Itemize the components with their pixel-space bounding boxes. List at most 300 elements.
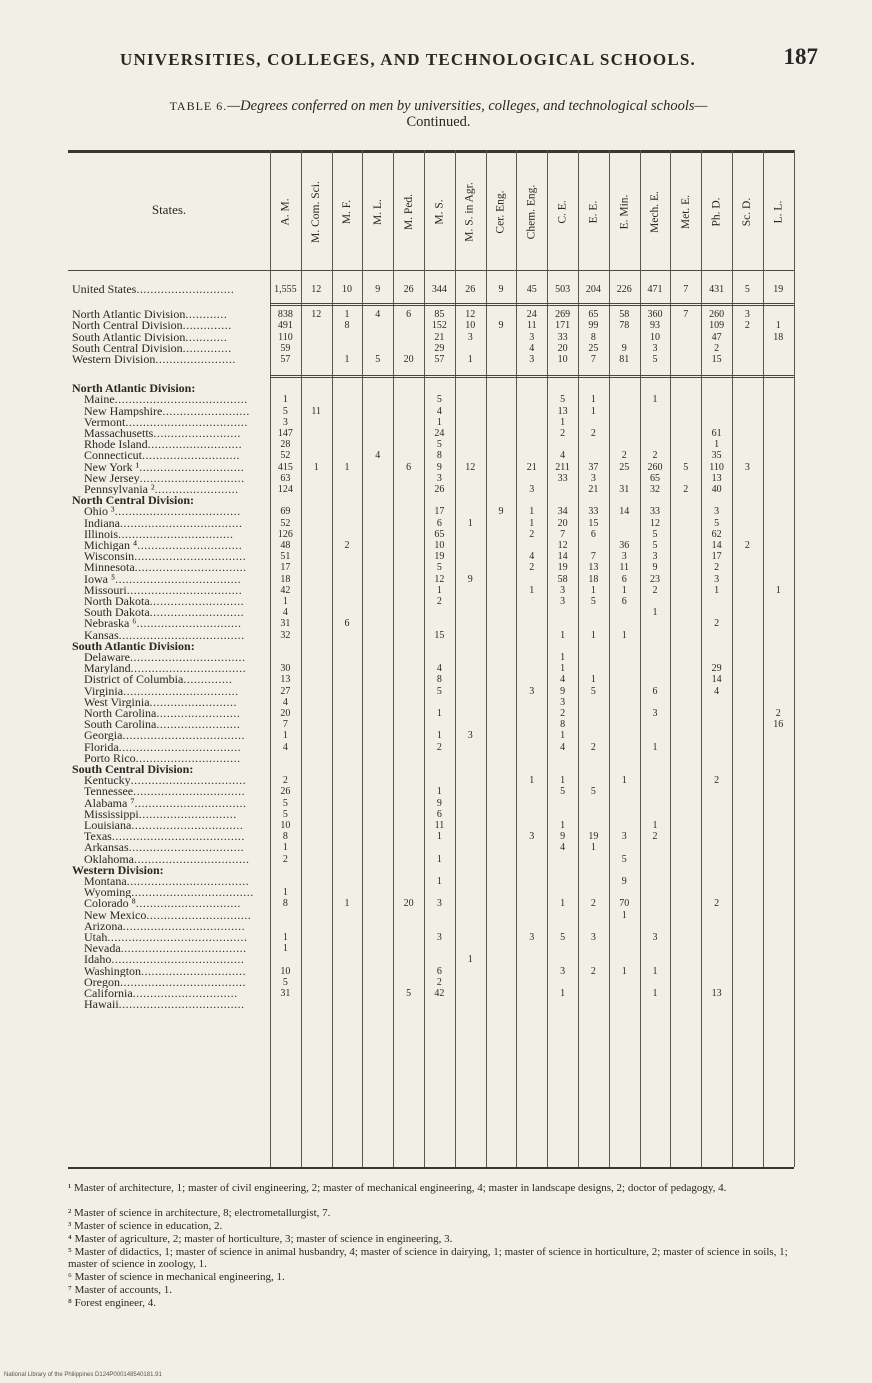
table-cell: 58 bbox=[557, 573, 568, 585]
table-cell: 3 bbox=[560, 596, 566, 607]
row-label bbox=[84, 574, 270, 585]
row-label bbox=[72, 495, 270, 506]
leader-dots: ................................. bbox=[118, 528, 234, 540]
row-label bbox=[84, 887, 270, 898]
table-cell: 24 bbox=[526, 309, 537, 321]
table-cell: 4 bbox=[282, 741, 288, 753]
table-cell: 1 bbox=[560, 820, 566, 831]
column-header bbox=[763, 160, 794, 264]
row-label-text: Virginia bbox=[84, 685, 124, 697]
table-cell: 1 bbox=[282, 887, 288, 899]
column-header-label: Sc. D. bbox=[741, 197, 754, 227]
table-cell: 32 bbox=[280, 629, 291, 641]
table-cell: 126 bbox=[277, 528, 293, 540]
table-cell: 40 bbox=[711, 484, 722, 495]
table-cell: 1 bbox=[467, 354, 473, 365]
table-cell: 1 bbox=[590, 629, 596, 641]
table-cell: 1 bbox=[652, 741, 658, 753]
table-cell: 5 bbox=[683, 461, 689, 473]
leader-dots: .................................... bbox=[114, 506, 241, 518]
table-cell: 33 bbox=[557, 472, 568, 484]
table-cell: 1 bbox=[560, 898, 566, 910]
table-cell: 7 bbox=[683, 284, 689, 295]
table-cell: 109 bbox=[709, 320, 725, 332]
table-cell: 24 bbox=[434, 428, 445, 439]
leader-dots: ........................ bbox=[156, 708, 241, 719]
row-label bbox=[84, 394, 270, 405]
table-cell: 19 bbox=[557, 562, 568, 574]
table-cell: 12 bbox=[465, 461, 476, 473]
table-cell: 1 bbox=[529, 517, 535, 529]
table-cell: 1 bbox=[467, 954, 473, 966]
table-cell: 31 bbox=[280, 618, 291, 630]
leader-dots: ................................ bbox=[134, 562, 247, 574]
table-cell: 99 bbox=[588, 320, 599, 332]
table-cell: 13 bbox=[711, 472, 722, 484]
table-cell: 1 bbox=[436, 831, 442, 843]
table-cell: 85 bbox=[434, 309, 445, 321]
table-cell: 11 bbox=[526, 320, 537, 332]
table-cell: 5 bbox=[652, 528, 658, 540]
table-cell: 2 bbox=[744, 320, 750, 332]
table-cell: 4 bbox=[375, 309, 381, 321]
table-cell: 6 bbox=[406, 461, 412, 473]
table-cell: 2 bbox=[683, 484, 689, 495]
table-cell: 5 bbox=[436, 562, 442, 574]
table-cell: 5 bbox=[744, 284, 750, 295]
table-cell: 4 bbox=[529, 551, 535, 563]
table-cell: 3 bbox=[529, 484, 535, 495]
table-cell: 32 bbox=[649, 484, 660, 495]
row-label-text: South Central Division: bbox=[72, 764, 194, 775]
table-cell: 18 bbox=[280, 573, 291, 585]
table-cell: 9 bbox=[375, 284, 381, 295]
row-label-text: Texas bbox=[84, 831, 112, 843]
table-cell: 28 bbox=[280, 439, 291, 451]
row-label-text: Washington bbox=[84, 965, 142, 977]
row-label-text: North Atlantic Division: bbox=[72, 383, 196, 395]
row-label-text: New Jersey bbox=[84, 472, 140, 484]
table-cell: 9 bbox=[467, 573, 473, 585]
table-cell: 3 bbox=[467, 730, 473, 742]
table-cell: 1 bbox=[467, 517, 473, 529]
row-label-text: New York ¹ bbox=[84, 461, 140, 473]
table-cell: 3 bbox=[714, 573, 720, 585]
table-cell: 1 bbox=[560, 730, 566, 742]
column-header-label: Cer. Eng. bbox=[495, 190, 507, 234]
table-cell: 431 bbox=[709, 284, 725, 295]
row-label-text: South Atlantic Division: bbox=[72, 640, 195, 652]
column-header bbox=[670, 160, 701, 264]
table-cell: 1 bbox=[344, 309, 350, 321]
column-header-label: E. E. bbox=[587, 200, 600, 224]
table-cell: 4 bbox=[529, 342, 535, 354]
column-header bbox=[578, 160, 609, 264]
table-cell: 2 bbox=[744, 540, 750, 551]
leader-dots: .............. bbox=[182, 320, 232, 332]
table-cell: 14 bbox=[557, 551, 568, 563]
row-label bbox=[84, 618, 270, 629]
row-label-text: North Dakota bbox=[84, 596, 150, 607]
table-cell: 57 bbox=[434, 354, 445, 365]
table-cell: 8 bbox=[590, 331, 596, 343]
table-cell: 2 bbox=[714, 775, 720, 787]
row-label-text: Oregon bbox=[84, 976, 120, 988]
table-cell: 4 bbox=[436, 405, 442, 417]
table-cell: 47 bbox=[711, 331, 722, 343]
column-header-label: M. Com. Sci. bbox=[310, 181, 323, 243]
row-label-text: District of Columbia bbox=[84, 674, 184, 686]
row-label bbox=[84, 607, 270, 618]
table-cell: 14 bbox=[619, 506, 630, 518]
footnote: ³ Master of science in education, 2. bbox=[68, 1220, 223, 1232]
column-header-label: M. S. bbox=[433, 199, 446, 225]
table-cell: 2 bbox=[560, 708, 566, 719]
table-cell: 5 bbox=[590, 786, 596, 798]
table-cell: 29 bbox=[711, 663, 722, 675]
table-cell: 3 bbox=[529, 831, 535, 843]
column-header bbox=[455, 160, 486, 264]
table-cell: 31 bbox=[619, 484, 630, 495]
table-cell: 1 bbox=[282, 842, 288, 854]
table-cell: 3 bbox=[436, 932, 442, 943]
row-label-text: Arizona bbox=[84, 920, 123, 932]
table-cell: 65 bbox=[588, 309, 599, 321]
table-cell: 9 bbox=[560, 685, 566, 697]
table-cell: 5 bbox=[375, 354, 381, 365]
leader-dots: ................................. bbox=[126, 584, 243, 596]
table-cell: 6 bbox=[652, 685, 658, 697]
leader-dots: ....................... bbox=[155, 354, 236, 365]
table-cell: 1 bbox=[560, 988, 566, 999]
table-cell: 226 bbox=[616, 284, 632, 295]
leader-dots: .............. bbox=[183, 674, 233, 686]
table-cell: 2 bbox=[344, 540, 350, 551]
row-label-text: North Carolina bbox=[84, 708, 157, 719]
table-cell: 12 bbox=[465, 309, 476, 321]
leader-dots: ........................................ bbox=[107, 932, 248, 943]
table-cell: 7 bbox=[560, 528, 566, 540]
table-cell: 3 bbox=[529, 331, 535, 343]
leader-dots: ...................................... bbox=[114, 394, 248, 406]
table-cell: 2 bbox=[436, 741, 442, 753]
row-label bbox=[84, 876, 270, 887]
table-cell: 1 bbox=[436, 584, 442, 596]
table-cell: 9 bbox=[498, 506, 504, 518]
row-label bbox=[72, 354, 270, 365]
section-rule bbox=[270, 375, 794, 378]
table-cell: 2 bbox=[436, 976, 442, 988]
table-cell: 11 bbox=[311, 405, 322, 417]
table-cell: 17 bbox=[711, 551, 722, 563]
table-cell: 48 bbox=[280, 540, 291, 551]
leader-dots: ................................ bbox=[134, 551, 247, 563]
table-cell: 3 bbox=[282, 416, 288, 428]
row-label bbox=[84, 854, 270, 865]
table-cell: 7 bbox=[590, 551, 596, 563]
row-label bbox=[84, 450, 270, 461]
table-cell: 2 bbox=[621, 450, 627, 462]
table-cell: 110 bbox=[278, 331, 293, 343]
table-cell: 57 bbox=[280, 354, 291, 365]
row-label bbox=[84, 562, 270, 573]
table-cell: 11 bbox=[619, 562, 630, 574]
table-cell: 13 bbox=[588, 562, 599, 574]
table-cell: 260 bbox=[647, 461, 663, 473]
leader-dots: ........................... bbox=[149, 596, 245, 607]
row-label bbox=[84, 753, 270, 764]
table-cell: 3 bbox=[744, 461, 750, 473]
column-header-label: Chem. Eng. bbox=[525, 184, 538, 240]
table-cell: 21 bbox=[434, 331, 445, 343]
leader-dots: ................................... bbox=[118, 741, 242, 753]
row-label bbox=[84, 910, 270, 921]
table-cell: 2 bbox=[714, 342, 720, 354]
row-label-text: Wisconsin bbox=[84, 551, 135, 563]
table-cell: 1 bbox=[621, 629, 627, 641]
table-cell: 11 bbox=[434, 820, 445, 831]
column-header bbox=[362, 160, 393, 264]
table-cell: 6 bbox=[621, 573, 627, 585]
table-cell: 93 bbox=[649, 320, 660, 332]
table-cell: 63 bbox=[280, 472, 291, 484]
column-header-label: L. L. bbox=[772, 200, 785, 224]
table-cell: 4 bbox=[560, 741, 566, 753]
leader-dots: .............................. bbox=[141, 965, 247, 977]
imprint: National Library of the Philippines D124P000148540181.91 bbox=[4, 1372, 162, 1378]
row-label-text: United States bbox=[72, 284, 137, 295]
table-cell: 29 bbox=[434, 342, 445, 354]
column-header-label: Met. E. bbox=[679, 194, 692, 230]
row-label bbox=[84, 473, 270, 484]
table-cell: 1 bbox=[621, 965, 627, 977]
row-label bbox=[84, 417, 270, 428]
table-cell: 503 bbox=[555, 284, 571, 295]
table-cell: 2 bbox=[560, 428, 566, 439]
table-cell: 4 bbox=[714, 685, 720, 697]
row-label-text: North Central Division bbox=[72, 320, 183, 332]
table-cell: 3 bbox=[652, 708, 658, 719]
row-label bbox=[72, 383, 270, 394]
column-header bbox=[486, 160, 517, 264]
table-cell: 2 bbox=[714, 562, 720, 574]
row-label-text: Western Division bbox=[72, 354, 156, 365]
leader-dots: ............................ bbox=[141, 450, 240, 462]
table-cell: 3 bbox=[436, 472, 442, 484]
table-cell: 34 bbox=[557, 506, 568, 518]
leader-dots: ............................ bbox=[136, 284, 235, 295]
table-cell: 3 bbox=[590, 472, 596, 484]
table-cell: 65 bbox=[434, 528, 445, 540]
footnote: ⁵ Master of didactics, 1; master of science in animal husbandry, 4; master of science in dairying, 1; master of science in horticulture, 2; master of science in soils, 1; master of science in zoology, 1. bbox=[68, 1246, 788, 1270]
running-head-text: UNIVERSITIES, COLLEGES, AND TECHNOLOGICAL SCHOOLS. bbox=[120, 50, 696, 69]
leader-dots: ......................... bbox=[153, 428, 241, 439]
table-cell: 12 bbox=[311, 309, 322, 321]
table-cell: 1 bbox=[652, 394, 658, 406]
table-cell: 8 bbox=[282, 898, 288, 910]
table-cell: 78 bbox=[619, 320, 630, 332]
table-cell: 5 bbox=[282, 976, 288, 988]
table-cell: 4 bbox=[375, 450, 381, 462]
table-cell: 3 bbox=[560, 696, 566, 708]
table-cell: 33 bbox=[557, 331, 568, 343]
leader-dots: ................................ bbox=[133, 786, 246, 798]
table-cell: 1 bbox=[282, 943, 288, 955]
table-cell: 2 bbox=[590, 741, 596, 753]
column-header-label: A. M. bbox=[279, 198, 292, 226]
table-cell: 1 bbox=[436, 730, 442, 742]
table-cell: 2 bbox=[652, 584, 658, 596]
table-cell: 1 bbox=[436, 708, 442, 719]
row-label bbox=[72, 865, 270, 876]
table-cell: 9 bbox=[436, 461, 442, 473]
table-cell: 5 bbox=[590, 685, 596, 697]
column-header bbox=[701, 160, 732, 264]
leader-dots: ................................. bbox=[129, 652, 246, 663]
table-cell: 5 bbox=[621, 853, 627, 865]
table-cell: 12 bbox=[649, 517, 660, 529]
table-cell: 1 bbox=[344, 461, 350, 473]
table-cell: 13 bbox=[557, 405, 568, 417]
table-cell: 15 bbox=[434, 629, 445, 641]
leader-dots: ................................... bbox=[122, 730, 245, 742]
leader-dots: .............................. bbox=[146, 909, 252, 921]
table-cell: 10 bbox=[649, 331, 660, 343]
table-cell: 3 bbox=[652, 932, 658, 943]
table-cell: 5 bbox=[652, 540, 658, 551]
table-cell: 5 bbox=[560, 932, 566, 943]
row-label bbox=[84, 686, 270, 697]
row-label bbox=[84, 663, 270, 674]
table-cell: 1 bbox=[344, 354, 350, 365]
table-cell: 1 bbox=[344, 898, 350, 910]
table-cell: 344 bbox=[431, 284, 447, 295]
table-cell: 81 bbox=[619, 354, 630, 365]
row-label-text: Wyoming bbox=[84, 887, 132, 899]
column-header bbox=[732, 160, 763, 264]
table-cell: 20 bbox=[557, 342, 568, 354]
table-cell: 6 bbox=[436, 517, 442, 529]
table-cell: 14 bbox=[711, 540, 722, 551]
table-cell: 5 bbox=[282, 797, 288, 809]
leader-dots: .............................. bbox=[135, 898, 241, 910]
leader-dots: ................................ bbox=[134, 797, 247, 809]
table-cell: 65 bbox=[649, 472, 660, 484]
table-cell: 1 bbox=[436, 416, 442, 428]
table-cell: 10 bbox=[465, 320, 476, 332]
table-cell: 3 bbox=[560, 584, 566, 596]
table-cell: 20 bbox=[557, 517, 568, 529]
table-cell: 2 bbox=[436, 596, 442, 607]
row-label bbox=[72, 641, 270, 652]
table-cell: 1 bbox=[775, 320, 781, 332]
table-cell: 1 bbox=[652, 988, 658, 999]
leader-dots: .............................. bbox=[139, 472, 245, 484]
table-cell: 17 bbox=[434, 506, 445, 518]
table-cell: 17 bbox=[280, 562, 291, 574]
table-cell: 3 bbox=[590, 932, 596, 943]
table-cell: 21 bbox=[526, 461, 537, 473]
leader-dots: ........................... bbox=[147, 439, 243, 451]
table-cell: 2 bbox=[282, 775, 288, 787]
row-label bbox=[84, 540, 270, 551]
table-cell: 491 bbox=[277, 320, 293, 332]
row-label bbox=[84, 831, 270, 842]
table-cell: 30 bbox=[280, 663, 291, 675]
row-label-text: Pennsylvania ² bbox=[84, 484, 155, 495]
table-cell: 10 bbox=[280, 965, 291, 977]
table-cell: 70 bbox=[619, 898, 630, 910]
table-cell: 33 bbox=[588, 506, 599, 518]
row-label bbox=[84, 798, 270, 809]
table-cell: 9 bbox=[560, 831, 566, 843]
leader-dots: ............ bbox=[185, 309, 228, 321]
column-header bbox=[270, 160, 301, 264]
row-label bbox=[84, 697, 270, 708]
table-cell: 69 bbox=[280, 506, 291, 518]
leader-dots: ........................ bbox=[156, 719, 241, 731]
table-cell: 7 bbox=[590, 354, 596, 365]
row-label-text: South Central Division bbox=[72, 342, 183, 354]
table-cell: 3 bbox=[744, 309, 750, 321]
column-header bbox=[640, 160, 671, 264]
table-cell: 2 bbox=[714, 898, 720, 910]
row-label bbox=[84, 988, 270, 999]
row-label bbox=[84, 439, 270, 450]
row-label bbox=[84, 596, 270, 607]
row-label-text: Missouri bbox=[84, 584, 127, 596]
row-label-text: Hawaii bbox=[84, 999, 119, 1011]
row-label bbox=[84, 719, 270, 730]
table-cell: 52 bbox=[280, 450, 291, 462]
row-label bbox=[72, 320, 270, 331]
table-cell: 471 bbox=[647, 284, 663, 295]
footnote: ⁷ Master of accounts, 1. bbox=[68, 1284, 173, 1296]
row-label-text: Ohio ³ bbox=[84, 506, 115, 518]
row-label bbox=[84, 977, 270, 988]
running-head bbox=[120, 44, 818, 70]
leader-dots: .............................. bbox=[132, 988, 238, 999]
row-label-text: South Carolina bbox=[84, 719, 157, 731]
table-cell: 1 bbox=[775, 584, 781, 596]
table-cell: 110 bbox=[709, 461, 724, 473]
table-cell: 5 bbox=[436, 439, 442, 451]
stub-header: States. bbox=[151, 202, 187, 217]
table-cell: 5 bbox=[436, 394, 442, 406]
table-cell: 1 bbox=[590, 842, 596, 854]
page-number: 187 bbox=[783, 44, 818, 69]
table-cell: 36 bbox=[619, 540, 630, 551]
table-cell: 18 bbox=[773, 331, 784, 343]
leader-dots: ................................. bbox=[134, 853, 250, 865]
row-label bbox=[84, 652, 270, 663]
table-cell: 3 bbox=[467, 331, 473, 343]
row-label-text: Delaware bbox=[84, 652, 130, 663]
row-label bbox=[84, 674, 270, 685]
table-cell: 1 bbox=[621, 909, 627, 921]
row-label bbox=[84, 730, 270, 741]
column-header-label: C. E. bbox=[556, 200, 569, 224]
table-cell: 1 bbox=[621, 584, 627, 596]
row-label-text: West Virginia bbox=[84, 696, 150, 708]
row-label bbox=[72, 309, 270, 320]
column-header-label: E. Min. bbox=[618, 194, 631, 230]
leader-dots: .............................. bbox=[135, 752, 241, 764]
table-cell: 9 bbox=[621, 342, 627, 354]
row-label-text: South Dakota bbox=[84, 607, 150, 619]
row-label bbox=[84, 529, 270, 540]
table-cell: 1 bbox=[282, 596, 288, 607]
